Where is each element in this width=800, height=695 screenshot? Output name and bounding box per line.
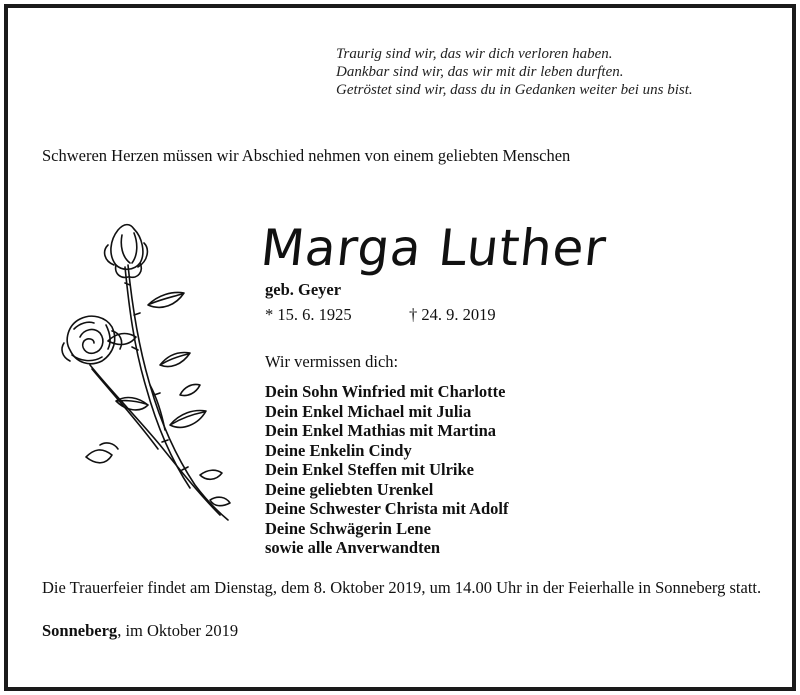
- place-city: Sonneberg: [42, 621, 118, 640]
- mourners-list: [265, 382, 509, 558]
- mourner: Dein Sohn Winfried mit Charlotte: [265, 382, 506, 401]
- mourner: Deine Schwester Christa mit Adolf: [265, 499, 509, 518]
- place-date-text: , im Oktober 2019: [117, 621, 239, 640]
- poem: [336, 45, 693, 99]
- mourner: Dein Enkel Michael mit Julia: [265, 401, 472, 421]
- intro-text: Schweren Herzen müssen wir Abschied nehmen von einem geliebten Menschen: [42, 146, 571, 165]
- service-info: Die Trauerfeier findet am Dienstag, dem 8. Oktober 2019, um 14.00 Uhr in der Feierhalle in Sonneberg statt.: [42, 578, 762, 597]
- place-date: [42, 621, 238, 641]
- mourner: Deine Schwägerin Lene: [265, 518, 431, 538]
- death-date: † 24. 9. 2019: [409, 305, 496, 324]
- poem-line: Getröstet sind wir, dass du in Gedanken weiter bei uns bist.: [336, 82, 693, 98]
- mourner: Deine Enkelin Cindy: [265, 440, 412, 460]
- poem-line: Traurig sind wir, das wir dich verloren haben.: [336, 46, 613, 62]
- mourner: Dein Enkel Mathias mit Martina: [265, 421, 496, 440]
- rose-illustration: [50, 215, 250, 535]
- deceased-name: Marga Luther: [258, 219, 610, 277]
- mourner: sowie alle Anverwandten: [265, 538, 441, 557]
- poem-line: Dankbar sind wir, das wir mit dir leben durften.: [336, 64, 624, 80]
- mourner: Dein Enkel Steffen mit Ulrike: [265, 460, 474, 479]
- mourner: Deine geliebten Urenkel: [265, 479, 434, 499]
- life-dates: [265, 305, 496, 325]
- birth-name: geb. Geyer: [265, 280, 342, 299]
- birth-date: * 15. 6. 1925: [265, 305, 352, 324]
- miss-line: Wir vermissen dich:: [265, 352, 399, 371]
